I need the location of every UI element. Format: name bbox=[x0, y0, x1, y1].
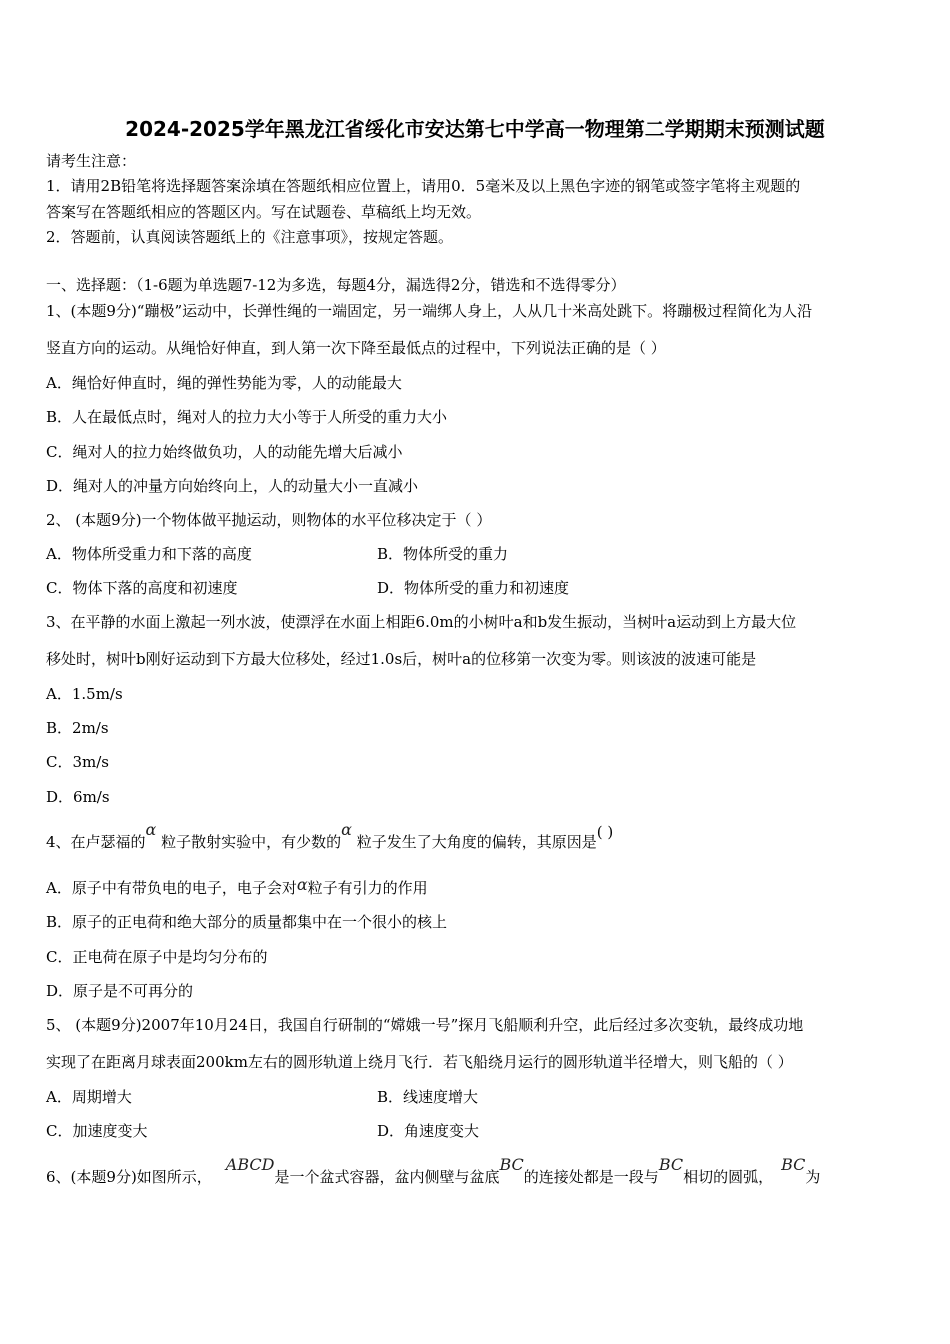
question-1-option-c: C．绳对人的拉力始终做负功，人的动能先增大后减小 bbox=[46, 443, 403, 461]
math-abcd: ABCD bbox=[225, 1155, 275, 1174]
question-1-option-b: B．人在最低点时，绳对人的拉力大小等于人所受的重力大小 bbox=[46, 408, 448, 426]
question-3-option-d: D．6m/s bbox=[46, 788, 110, 806]
question-4-option-c: C．正电荷在原子中是均匀分布的 bbox=[46, 948, 268, 966]
question-1-option-a: A．绳恰好伸直时，绳的弹性势能为零，人的动能最大 bbox=[46, 374, 402, 392]
math-bc: BC bbox=[781, 1155, 806, 1174]
alpha-symbol: α bbox=[145, 820, 157, 839]
question-5-option-b: B．线速度增大 bbox=[377, 1088, 479, 1106]
question-3-line-2: 移处时，树叶b刚好运动到下方最大位移处，经过1.0s后，树叶a的位移第一次变为零。则该波的波速可能是 bbox=[46, 650, 757, 668]
math-bc: BC bbox=[499, 1155, 524, 1174]
question-5-option-a: A．周期增大 bbox=[46, 1088, 132, 1106]
question-1-option-d: D．绳对人的冲量方向始终向上，人的动量大小一直减小 bbox=[46, 477, 419, 495]
answer-parentheses: ( ) bbox=[596, 823, 614, 841]
question-6-part-1: 6、(本题9分)如图所示， bbox=[46, 1168, 212, 1186]
question-1-line-2: 竖直方向的运动。从绳恰好伸直，到人第一次下降至最低点的过程中，下列说法正确的是（ ） bbox=[46, 339, 666, 357]
question-4-stem-part-2: 粒子散射实验中，有少数的 bbox=[161, 833, 342, 851]
question-4-option-b: B．原子的正电荷和绝大部分的质量都集中在一个很小的核上 bbox=[46, 913, 448, 931]
question-4-stem-part-3: 粒子发生了大角度的偏转，其原因是 bbox=[356, 833, 597, 851]
question-4-option-a bbox=[46, 875, 428, 897]
notice-item-1-line-1: 1．请用2B铅笔将选择题答案涂填在答题纸相应位置上，请用0．5毫米及以上黑色字迹的钢笔或签字笔将主观题的 bbox=[46, 177, 801, 195]
question-6-part-4: 相切的圆弧， bbox=[683, 1168, 774, 1186]
question-5-line-2: 实现了在距离月球表面200km左右的圆形轨道上绕月飞行．若飞船绕月运行的圆形轨道半径增大，则飞船的（ ） bbox=[46, 1053, 793, 1071]
question-3-option-a: A．1.5m/s bbox=[46, 685, 123, 703]
page-title: 2024-2025学年黑龙江省绥化市安达第七中学高一物理第二学期期末预测试题 bbox=[125, 117, 825, 141]
math-bc: BC bbox=[658, 1155, 684, 1174]
question-4-option-a-part-1: A．原子中有带负电的电子，电子会对 bbox=[46, 879, 297, 897]
question-3-option-c: C．3m/s bbox=[46, 753, 109, 771]
question-5-line-1: 5、 (本题9分)2007年10月24日，我国自行研制的“嫦娥一号”探月飞船顺利升空，此后经过多次变轨，最终成功地 bbox=[46, 1016, 804, 1034]
question-4-option-d: D．原子是不可再分的 bbox=[46, 982, 194, 1000]
alpha-symbol: α bbox=[296, 875, 308, 894]
question-5-option-c: C．加速度变大 bbox=[46, 1122, 148, 1140]
notice-heading: 请考生注意： bbox=[46, 152, 137, 170]
question-5-option-d: D．角速度变大 bbox=[377, 1122, 480, 1140]
question-3-line-1: 3、在平静的水面上激起一列水波，使漂浮在水面上相距6.0m的小树叶a和b发生振动，当树叶a运动到上方最大位 bbox=[46, 613, 797, 631]
question-6-part-5: 为 bbox=[805, 1168, 821, 1186]
question-4-stem-part-1: 4、在卢瑟福的 bbox=[46, 833, 146, 851]
question-2-option-c: C．物体下落的高度和初速度 bbox=[46, 579, 238, 597]
question-2-option-b: B．物体所受的重力 bbox=[377, 545, 509, 563]
notice-item-1-line-2: 答案写在答题纸相应的答题区内。写在试题卷、草稿纸上均无效。 bbox=[46, 203, 482, 221]
question-3-option-b: B．2m/s bbox=[46, 719, 109, 737]
question-1-line-1: 1、(本题9分)“蹦极”运动中，长弹性绳的一端固定，另一端绑人身上，人从几十米高处跳下。将蹦极过程简化为人沿 bbox=[46, 302, 813, 320]
question-6-stem bbox=[46, 1155, 821, 1186]
section-heading: 一、选择题：（1-6题为单选题7-12为多选，每题4分，漏选得2分，错选和不选得零分） bbox=[46, 276, 626, 294]
question-4-option-a-part-2: 粒子有引力的作用 bbox=[307, 879, 428, 897]
question-2-stem: 2、 (本题9分)一个物体做平抛运动，则物体的水平位移决定于（ ） bbox=[46, 511, 492, 529]
question-6-part-2: 是一个盆式容器，盆内侧壁与盆底 bbox=[274, 1168, 500, 1186]
question-2-option-d: D．物体所受的重力和初速度 bbox=[377, 579, 570, 597]
question-4-stem bbox=[46, 820, 614, 851]
notice-item-2: 2．答题前，认真阅读答题纸上的《注意事项》，按规定答题。 bbox=[46, 228, 454, 246]
question-2-option-a: A．物体所受重力和下落的高度 bbox=[46, 545, 252, 563]
question-6-part-3: 的连接处都是一段与 bbox=[523, 1168, 659, 1186]
alpha-symbol: α bbox=[341, 820, 352, 839]
